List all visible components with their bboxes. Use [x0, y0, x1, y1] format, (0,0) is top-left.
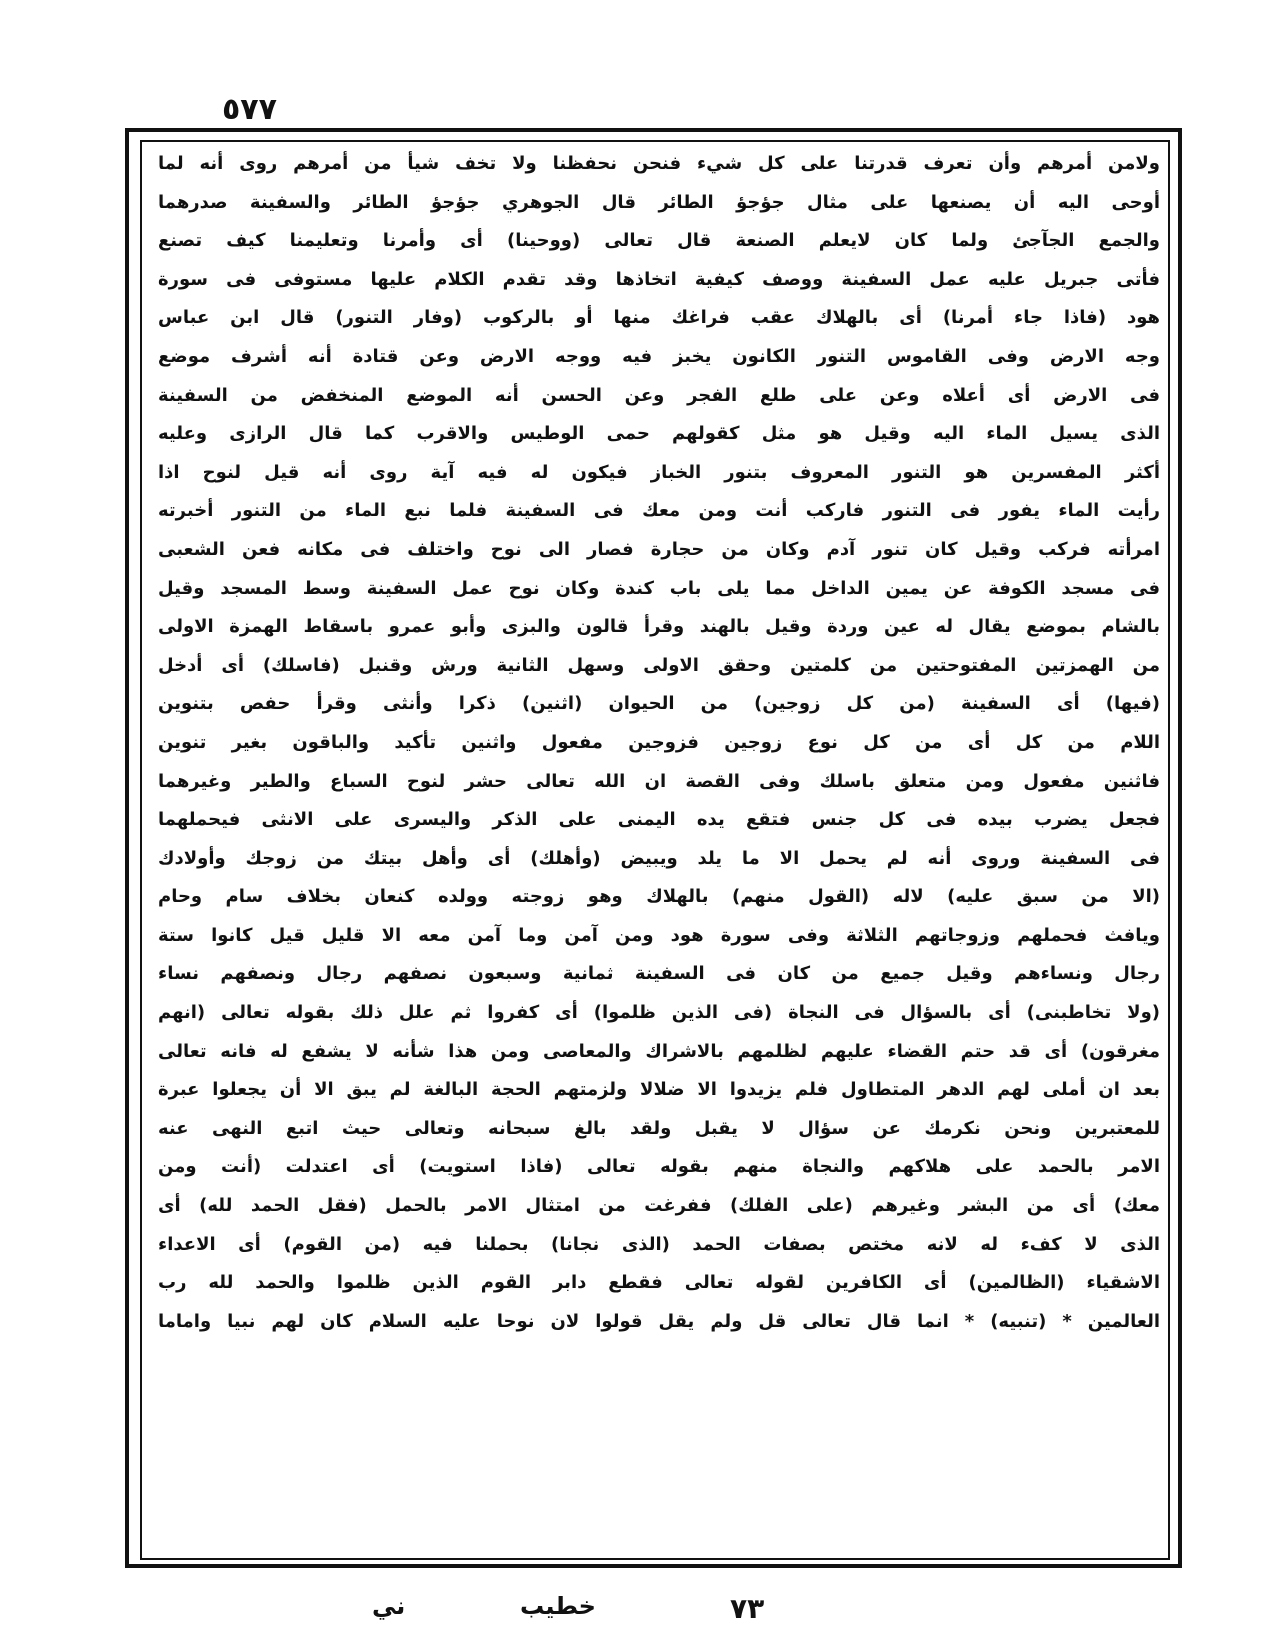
text-line: بعد ان أملى لهم الدهر المتطاول فلم يزيدوا الا ضلالا ولزمتهم الحجة البالغة لم يبق الا أن يجعلوا عبرة: [158, 1079, 1160, 1101]
text-line: فجعل يضرب بيده فى كل جنس فتقع يده اليمنى على الذكر واليسرى على الانثى فيحملهما: [158, 809, 1160, 831]
text-line: (الا من سبق عليه) لاله (القول منهم) بالهلاك وهو زوجته وولده كنعان بخلاف سام وحام: [158, 886, 1160, 908]
text-line: فى الارض أى أعلاه وعن على طلع الفجر وعن الحسن أنه الموضع المنخفض من السفينة: [158, 384, 1160, 406]
text-line: امرأته فركب وقيل كان تنور آدم وكان من حجارة فصار الى نوح واختلف فى مكانه فعن الشعبى: [158, 538, 1160, 560]
footer-volume: ني: [372, 1592, 406, 1620]
text-line: رجال ونساءهم وقيل جميع من كان فى السفينة ثمانية وسبعون نصفهم رجال ونصفهم نساء: [158, 963, 1160, 985]
text-line: الامر بالحمد على هلاكهم والنجاة منهم بقوله تعالى (فاذا استويت) أى اعتدلت (أنت ومن: [158, 1156, 1160, 1178]
text-line: اللام من كل أى من كل نوع زوجين فزوجين مفعول واثنين تأكيد والباقون بغير تنوين: [158, 731, 1160, 753]
text-line: وجه الارض وفى القاموس التنور الكانون يخبز فيه ووجه الارض وعن قتادة أنه أشرف موضع: [158, 345, 1160, 367]
text-line: فاثنين مفعول ومن متعلق باسلك وفى القصة ان الله تعالى حشر لنوح السباع والطير وغيرهما: [158, 770, 1160, 792]
text-line: (فيها) أى السفينة (من كل زوجين) من الحيوان (اثنين) ذكرا وأنثى وقرأ حفص بتنوين: [158, 693, 1160, 715]
text-line: (ولا تخاطبنى) أى بالسؤال فى النجاة (فى الذين ظلموا) أى كفروا ثم علل ذلك بقوله تعالى (انهم: [158, 1002, 1160, 1024]
text-line: ويافث فحملهم وزوجاتهم الثلاثة وفى سورة هود ومن آمن وما آمن معه الا قليل قيل كانوا ستة: [158, 924, 1160, 946]
text-line: أكثر المفسرين هو التنور المعروف بتنور الخباز فيكون له فيه آية روى أنه قيل لنوح اذا: [158, 461, 1160, 483]
text-line: الاشقياء (الظالمين) أى الكافرين لقوله تعالى فقطع دابر القوم الذين ظلموا والحمد لله رب: [158, 1272, 1160, 1294]
text-body: [158, 145, 1160, 1560]
text-line: فى السفينة وروى أنه لم يحمل الا ما يلد ويبيض (وأهلك) أى وأهل بيتك من زوجك وأولادك: [158, 847, 1160, 869]
text-line: فأتى جبريل عليه عمل السفينة ووصف كيفية اتخاذها وقد تقدم الكلام عليها مستوفى فى سورة: [158, 268, 1160, 290]
text-line: فى مسجد الكوفة عن يمين الداخل مما يلى باب كندة وكان نوح عمل السفينة وسط المسجد وقيل: [158, 577, 1160, 599]
text-line: ولامن أمرهم وأن تعرف قدرتنا على كل شيء فنحن نحفظنا ولا تخف شيأ من أمرهم روى أنه لما: [158, 153, 1160, 174]
text-line: مغرقون) أى قد حتم القضاء عليهم لظلمهم بالاشراك والمعاصى ومن هذا شأنه لا يشفع له فانه تعالى: [158, 1040, 1160, 1062]
page-number: ٥٧٧: [222, 92, 277, 127]
text-line: معك) أى من البشر وغيرهم (على الفلك) ففرغت من امتثال الامر بالحمل (فقل الحمد لله) أى: [158, 1195, 1160, 1217]
text-line: الذى لا كفء له لانه مختص بصفات الحمد (الذى نجانا) بحملنا فيه (من القوم) أى الاعداء: [158, 1233, 1160, 1255]
text-line: العالمين * (تنبيه) * انما قال تعالى قل ولم يقل قولوا لان نوحا عليه السلام كان لهم نبيا واماما: [158, 1310, 1160, 1332]
text-line: أوحى اليه أن يصنعها على مثال جؤجؤ الطائر قال الجوهري جؤجؤ الطائر والسفينة صدرهما: [158, 191, 1160, 213]
footer-signature-number: ٧٣: [730, 1592, 765, 1625]
text-line: من الهمزتين المفتوحتين من كلمتين وحقق الاولى وسهل الثانية ورش وقنبل (فاسلك) أى أدخل: [158, 654, 1160, 676]
text-line: للمعتبرين ونحن نكرمك عن سؤال لا يقبل ولقد بالغ سبحانه وتعالى حيث اتبع النهى عنه: [158, 1117, 1160, 1139]
text-line: الذى يسيل الماء اليه وقيل هو مثل كقولهم حمى الوطيس والاقرب كما قال الرازى وعليه: [158, 423, 1160, 445]
text-line: والجمع الجآجئ ولما كان لايعلم الصنعة قال تعالى (ووحينا) أى وأمرنا وتعليمنا كيف تصنع: [158, 230, 1160, 252]
text-line: رأيت الماء يفور فى التنور فاركب أنت ومن معك فى السفينة فلما نبع الماء من التنور أخبرته: [158, 500, 1160, 522]
text-line: بالشام بموضع يقال له عين وردة وقيل بالهند وقرأ قالون والبزى وأبو عمرو باسقاط الهمزة الاولى: [158, 616, 1160, 638]
footer-book-title: خطيب: [520, 1592, 596, 1620]
text-line: هود (فاذا جاء أمرنا) أى بالهلاك عقب فراغك منها أو بالركوب (وفار التنور) قال ابن عباس: [158, 307, 1160, 329]
